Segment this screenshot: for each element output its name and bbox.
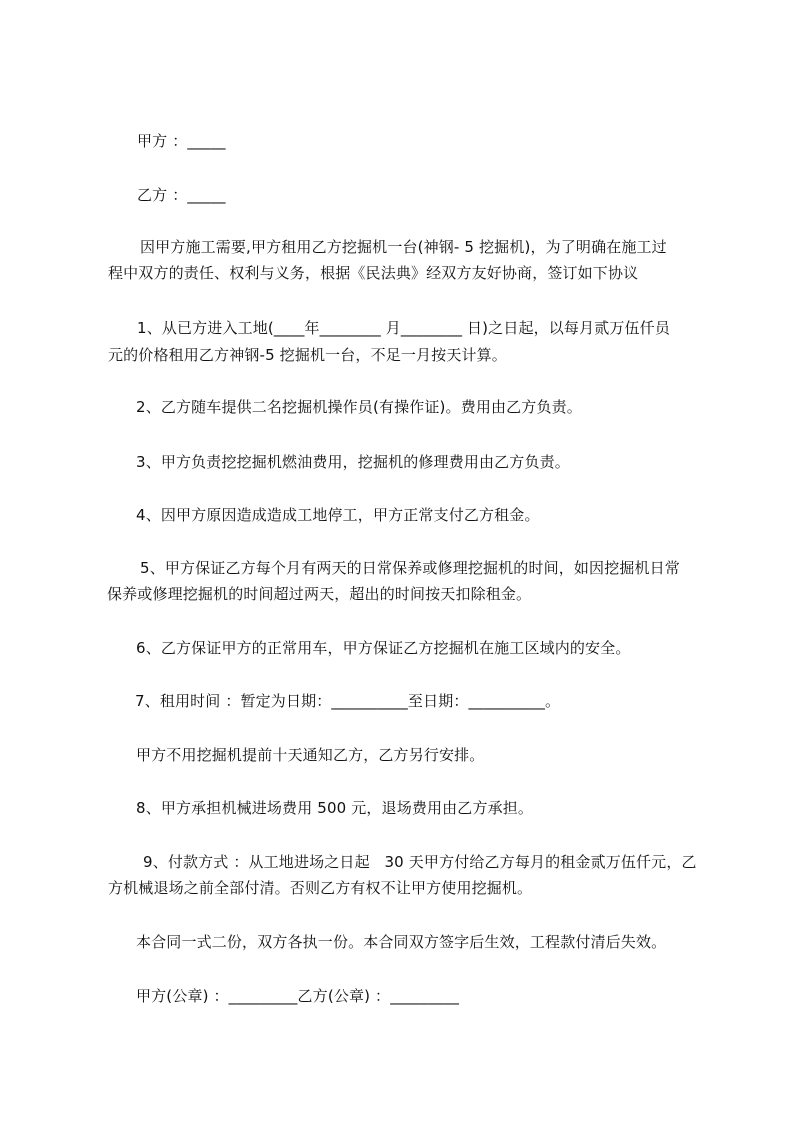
clause-1-line-1: 1、从已方进入工地(____年________ 月________ 日)之日起，以每月贰万伍仟员 [137,319,670,337]
intro-line-2: 程中双方的责任、权利与义务，根据《民法典》经双方友好协商，签订如下协议 [108,264,639,282]
clause-6: 6、乙方保证甲方的正常用车，甲方保证乙方挖掘机在施工区域内的安全。 [136,639,631,657]
clause-1-line-2: 元的价格租用乙方神钢-5 挖掘机一台，不足一月按天计算。 [108,346,507,364]
clause-8: 8、甲方承担机械进场费用 500 元，退场费用由乙方承担。 [136,799,534,817]
party-a-line: 甲方 ：_____ [137,132,226,150]
clause-4: 4、因甲方原因造成造成工地停工，甲方正常支付乙方租金。 [136,506,540,524]
clause-7: 7、租用时间 ：暂定为日期：__________至日期：__________。 [135,692,561,710]
clause-7-note: 甲方不用挖掘机提前十天通知乙方，乙方另行安排。 [136,746,485,764]
clause-9-line-1: 9、付款方式 ：从工地进场之日起 30 天甲方付给乙方每月的租金贰万伍仟元，乙 [143,853,697,871]
intro-line-1: 因甲方施工需要,甲方租用乙方挖掘机一台(神钢- 5 挖掘机)，为了明确在施工过 [140,238,667,256]
clause-3: 3、甲方负责挖挖掘机燃油费用，挖掘机的修理费用由乙方负责。 [136,453,570,471]
closing-statement: 本合同一式二份，双方各执一份。本合同双方签字后生效，工程款付清后失效。 [136,933,667,951]
signature-line: 甲方(公章) ：_________乙方(公章) ：_________ [136,987,460,1005]
clause-2: 2、乙方随车提供二名挖掘机操作员(有操作证)。费用由乙方负责。 [136,398,582,416]
clause-5-line-2: 保养或修理挖掘机的时间超过两天，超出的时间按天扣除租金。 [107,585,532,603]
party-b-line: 乙方 ：_____ [137,186,226,204]
clause-9-line-2: 方机械退场之前全部付清。否则乙方有权不让甲方使用挖掘机。 [108,879,533,897]
clause-5-line-1: 5、甲方保证乙方每个月有两天的日常保养或修理挖掘机的时间，如因挖掘机日常 [140,559,680,577]
